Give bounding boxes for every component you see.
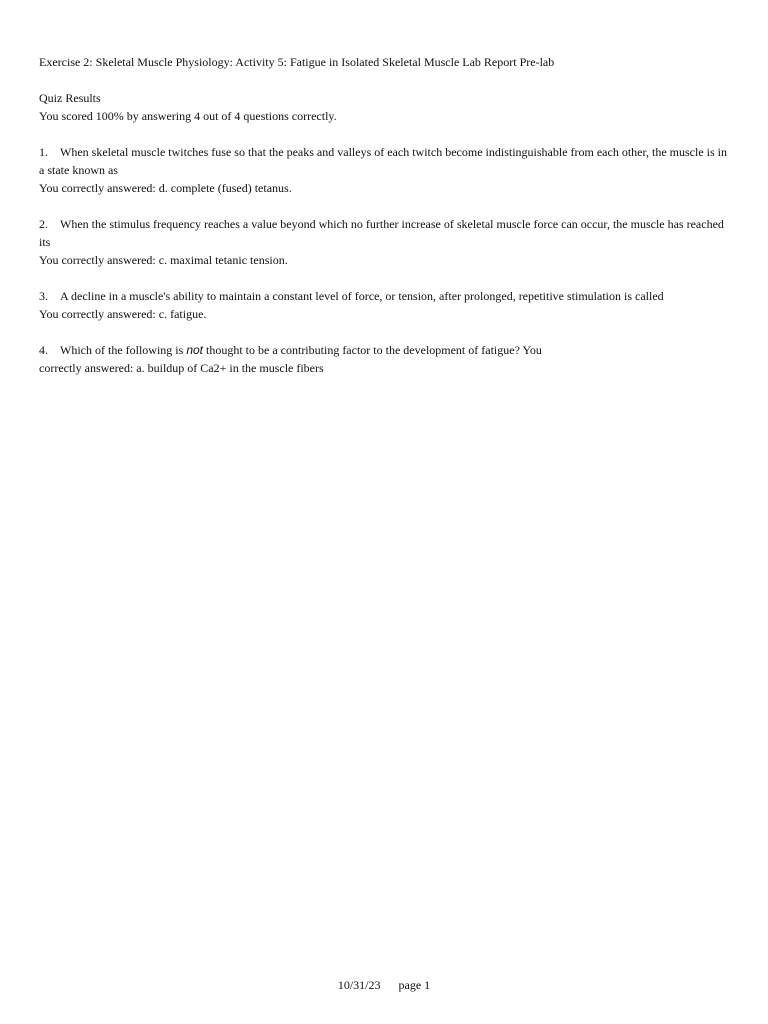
question-number: 1. bbox=[39, 145, 48, 159]
question-text: When skeletal muscle twitches fuse so that the peaks and valleys of each twitch become indistinguishable from each other, the muscle is in a state known as bbox=[39, 145, 727, 177]
question-text: When the stimulus frequency reaches a value beyond which no further increase of skeletal muscle force can occur, the muscle has reached its bbox=[39, 217, 724, 249]
document-body bbox=[39, 53, 729, 377]
question-answer: You correctly answered: c. fatigue. bbox=[39, 307, 207, 321]
page-number: page 1 bbox=[398, 978, 431, 992]
question-number: 2. bbox=[39, 217, 48, 231]
question-1 bbox=[39, 143, 729, 197]
question-answer: correctly answered: a. buildup of Ca2+ in the muscle fibers bbox=[39, 361, 324, 375]
question-answer: You correctly answered: d. complete (fused) tetanus. bbox=[39, 181, 292, 195]
question-emphasis: not bbox=[186, 343, 203, 357]
question-text-after: thought to be a contributing factor to the development of fatigue? You bbox=[203, 343, 542, 357]
document-title: Exercise 2: Skeletal Muscle Physiology: Activity 5: Fatigue in Isolated Skeletal Muscle Lab Report Pre-lab bbox=[39, 55, 555, 69]
question-text-before: Which of the following is bbox=[60, 343, 187, 357]
question-3 bbox=[39, 287, 729, 323]
question-4 bbox=[39, 341, 729, 377]
question-number: 4. bbox=[39, 343, 48, 357]
question-answer: You correctly answered: c. maximal tetanic tension. bbox=[39, 253, 288, 267]
question-number: 3. bbox=[39, 289, 48, 303]
page-footer bbox=[0, 976, 768, 994]
quiz-score: You scored 100% by answering 4 out of 4 questions correctly. bbox=[39, 109, 337, 123]
footer-date: 10/31/23 bbox=[337, 978, 381, 992]
question-2 bbox=[39, 215, 729, 269]
question-text: A decline in a muscle's ability to maintain a constant level of force, or tension, after prolonged, repetitive stimulation is called bbox=[60, 289, 664, 303]
quiz-results-heading: Quiz Results bbox=[39, 91, 101, 105]
